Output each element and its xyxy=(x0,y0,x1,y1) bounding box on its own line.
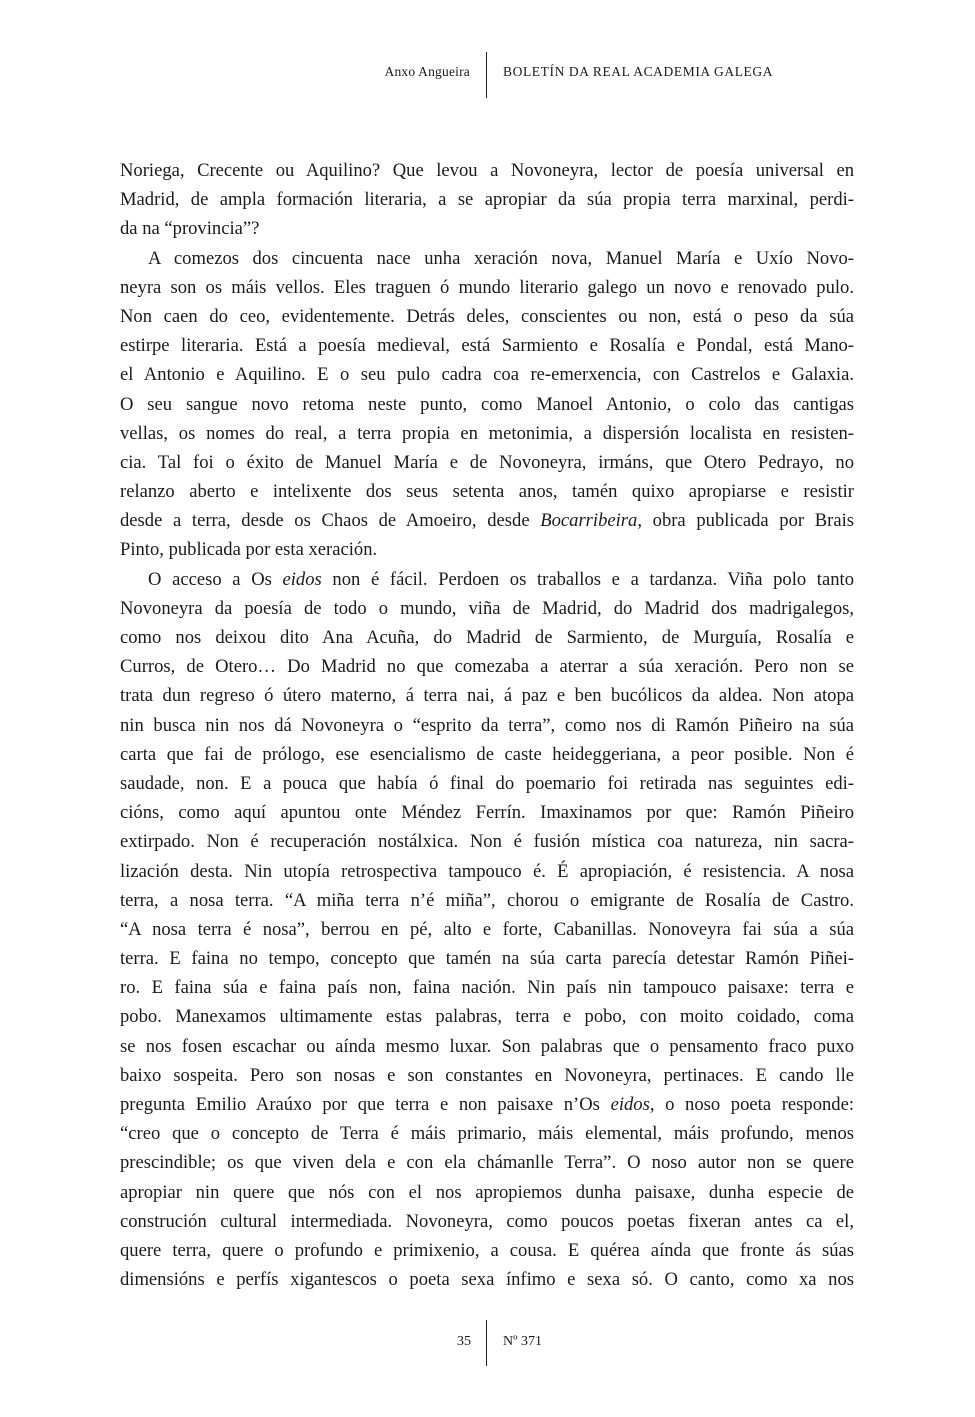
text-line: cións, como aquí apuntou onte Méndez Ferrín. Imaxinamos por que: Ramón Piñeiro xyxy=(120,802,854,824)
text-line: terra, a nosa terra. “A miña terra n’é miña”, chorou o emigrante de Rosalía de Castro. xyxy=(120,889,854,911)
running-footer xyxy=(0,1320,975,1366)
page-number: 35 xyxy=(457,1334,471,1349)
issue-number: Nº 371 xyxy=(503,1334,542,1349)
italic-title: eidos xyxy=(610,1094,650,1115)
text-line: terra. E faina no tempo, concepto que tamén na súa carta parecía detestar Ramón Piñei- xyxy=(120,948,854,970)
text-line: se nos fosen escachar ou aínda mesmo luxar. Son palabras que o pensamento fraco puxo xyxy=(120,1035,854,1057)
text-line: baixo sospeita. Pero son nosas e son constantes en Novoneyra, pertinaces. E cando lle xyxy=(120,1064,854,1086)
italic-title: eidos xyxy=(282,568,322,590)
text-line: ro. E faina súa e faina país non, faina nación. Nin país nin tampouco paisaxe: terra e xyxy=(120,977,854,999)
text-line: “A nosa terra é nosa”, berrou en pé, alto e forte, Cabanillas. Nonoveyra fai súa a súa xyxy=(120,918,854,940)
text-line: Novoneyra da poesía de todo o mundo, viña de Madrid, do Madrid dos madrigalegos, xyxy=(120,597,854,619)
text-line: pregunta Emilio Araúxo por que terra e non paisaxe n’Os eidos, o noso poeta responde: xyxy=(120,1094,855,1115)
text-line: saudade, non. E a pouca que había ó final do poemario foi retirada nas seguintes edi- xyxy=(120,772,854,794)
text-line: prescindible; os que viven dela e con ela chámanlle Terra”. O noso autor non se quere xyxy=(120,1152,854,1174)
text-line: desde a terra, desde os Chaos de Amoeiro, desde Bocarribeira, obra publicada por Brais xyxy=(120,510,854,532)
text-line: carta que fai de prólogo, ese esencialismo de caste heideggeriana, a peor posible. Non é xyxy=(120,743,854,765)
footer-divider xyxy=(486,1320,487,1366)
text-line: como nos deixou dito Ana Acuña, do Madrid de Sarmiento, de Murguía, Rosalía e xyxy=(120,627,854,648)
text-line: trata dun regreso ó útero materno, á terra nai, á paz e ben bucólicos da aldea. Non atopa xyxy=(120,685,854,707)
body-text xyxy=(120,156,854,1294)
text-line: lización desta. Nin utopía retrospectiva tampouco é. É apropiación, é resistencia. A nosa xyxy=(120,860,854,882)
text-line: relanzo aberto e intelixente dos seus setenta anos, tamén quixo apropiarse e resistir xyxy=(120,481,854,503)
text-line: Non caen do ceo, evidentemente. Detrás deles, conscientes ou non, está o peso da súa xyxy=(120,305,854,327)
text-line: extirpado. Non é recuperación nostálxica. Non é fusión mística coa natureza, nin sacra- xyxy=(120,831,854,853)
text-line: Noriega, Crecente ou Aquilino? Que levou a Novoneyra, lector de poesía universal en xyxy=(120,160,854,181)
text-line: nin busca nin nos dá Novoneyra o “esprito da terra”, como nos di Ramón Piñeiro na súa xyxy=(120,714,854,736)
italic-title: Bocarribeira xyxy=(540,510,638,532)
header-journal-title: BOLETÍN DA REAL ACADEMIA GALEGA xyxy=(503,64,774,79)
text-line: el Antonio e Aquilino. E o seu pulo cadra coa re-emerxencia, con Castrelos e Galaxia. xyxy=(120,364,854,386)
text-line: Curros, de Otero… Do Madrid no que comezaba a aterrar a súa xeración. Pero non se xyxy=(120,656,854,678)
text-line: O seu sangue novo retoma neste punto, como Manoel Antonio, o colo das cantigas xyxy=(120,393,854,415)
text-line: apropiar nin quere que nós con el nos apropiemos dunha paisaxe, dunha especie de xyxy=(120,1181,854,1203)
text-line: A comezos dos cincuenta nace unha xeración nova, Manuel María e Uxío Novo- xyxy=(148,247,854,269)
text-line: “creo que o concepto de Terra é máis primario, máis elemental, máis profundo, menos xyxy=(120,1123,854,1145)
running-header xyxy=(0,52,975,98)
text-line: da na “provincia”? xyxy=(120,218,260,240)
text-line: cia. Tal foi o éxito de Manuel María e de Novoneyra, irmáns, que Otero Pedrayo, no xyxy=(120,451,854,473)
text-line: construción cultural intermediada. Novoneyra, como poucos poetas fixeran antes ca el, xyxy=(120,1210,854,1232)
text-line: dimensións e perfís xigantescos o poeta sexa ínfimo e sexa só. O canto, como xa nos xyxy=(120,1269,854,1291)
text-line: pobo. Manexamos ultimamente estas palabras, terra e pobo, con moito coidado, coma xyxy=(120,1006,854,1028)
text-line: neyra son os máis vellos. Eles traguen ó mundo literario galego un novo e renovado pulo. xyxy=(120,276,854,298)
text-line: O acceso a Os eidos non é fácil. Perdoen os traballos e a tardanza. Viña polo tanto xyxy=(148,568,854,590)
header-author: Anxo Angueira xyxy=(384,64,470,79)
text-line: vellas, os nomes do real, a terra propia en metonimia, a dispersión localista en resisten- xyxy=(120,422,854,444)
text-line: Pinto, publicada por esta xeración. xyxy=(120,539,378,561)
text-line: quere terra, quere o profundo e primixenio, a cousa. E quérea aínda que fronte ás súas xyxy=(120,1239,854,1261)
text-line: Madrid, de ampla formación literaria, a se apropiar da súa propia terra marxinal, perdi- xyxy=(120,189,854,211)
header-divider xyxy=(486,52,487,98)
text-line: estirpe literaria. Está a poesía medieval, está Sarmiento e Rosalía e Pondal, está Mano- xyxy=(120,335,854,357)
